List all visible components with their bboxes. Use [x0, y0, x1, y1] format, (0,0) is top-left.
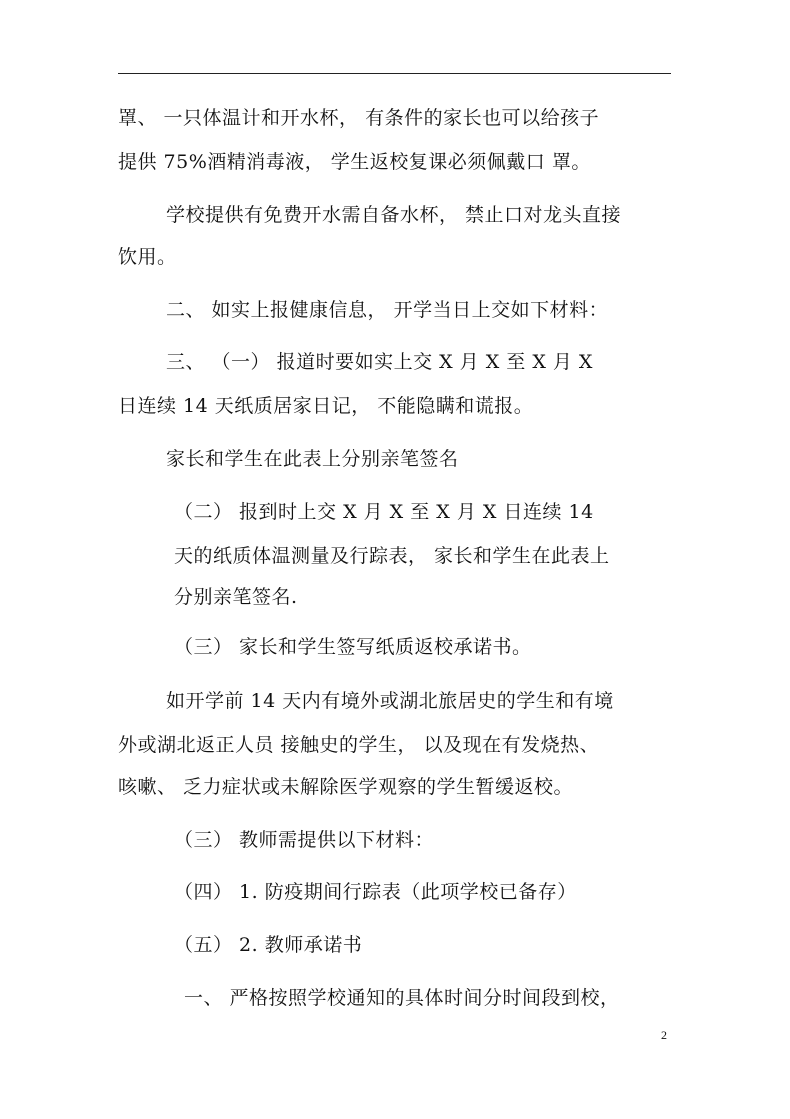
paragraph-line: 日连续 14 天纸质居家日记， 不能隐瞒和谎报。	[118, 395, 534, 417]
paragraph-line: 罩、 一只体温计和开水杯， 有条件的家长也可以给孩子	[118, 107, 600, 129]
paragraph-line: 二、 如实上报健康信息， 开学当日上交如下材料：	[166, 299, 609, 321]
paragraph-line: （四） 1. 防疫期间行踪表（此项学校已备存）	[174, 881, 577, 903]
paragraph-line: （五） 2. 教师承诺书	[174, 934, 363, 956]
paragraph-line: 饮用。	[118, 246, 177, 268]
paragraph-line: 一、 严格按照学校通知的具体时间分时间段到校，	[184, 987, 620, 1009]
paragraph-line: 学校提供有免费开水需自备水杯， 禁止口对龙头直接	[166, 204, 622, 226]
page-number: 2	[661, 1028, 667, 1042]
paragraph-line: 咳嗽、 乏力症状或未解除医学观察的学生暂缓返校。	[118, 776, 574, 798]
paragraph-line: （三） 家长和学生签写纸质返校承诺书。	[174, 636, 532, 658]
header-rule	[118, 73, 671, 74]
paragraph-line: 外或湖北返正人员 接触史的学生， 以及现在有发烧热、	[118, 734, 600, 756]
paragraph-line: 如开学前 14 天内有境外或湖北旅居史的学生和有境	[166, 690, 614, 712]
paragraph-line: （三） 教师需提供以下材料：	[174, 829, 435, 851]
paragraph-line: 三、 （一） 报道时要如实上交 X 月 X 至 X 月 X	[166, 351, 593, 373]
paragraph-line: 分别亲笔签名.	[174, 586, 298, 608]
paragraph-line: 提供 75%酒精消毒液， 学生返校复课必须佩戴口 罩。	[118, 151, 591, 173]
paragraph-line: 家长和学生在此表上分别亲笔签名	[166, 448, 459, 470]
paragraph-line: （二） 报到时上交 X 月 X 至 X 月 X 日连续 14	[174, 501, 594, 523]
paragraph-line: 天的纸质体温测量及行踪表， 家长和学生在此表上	[174, 545, 610, 567]
